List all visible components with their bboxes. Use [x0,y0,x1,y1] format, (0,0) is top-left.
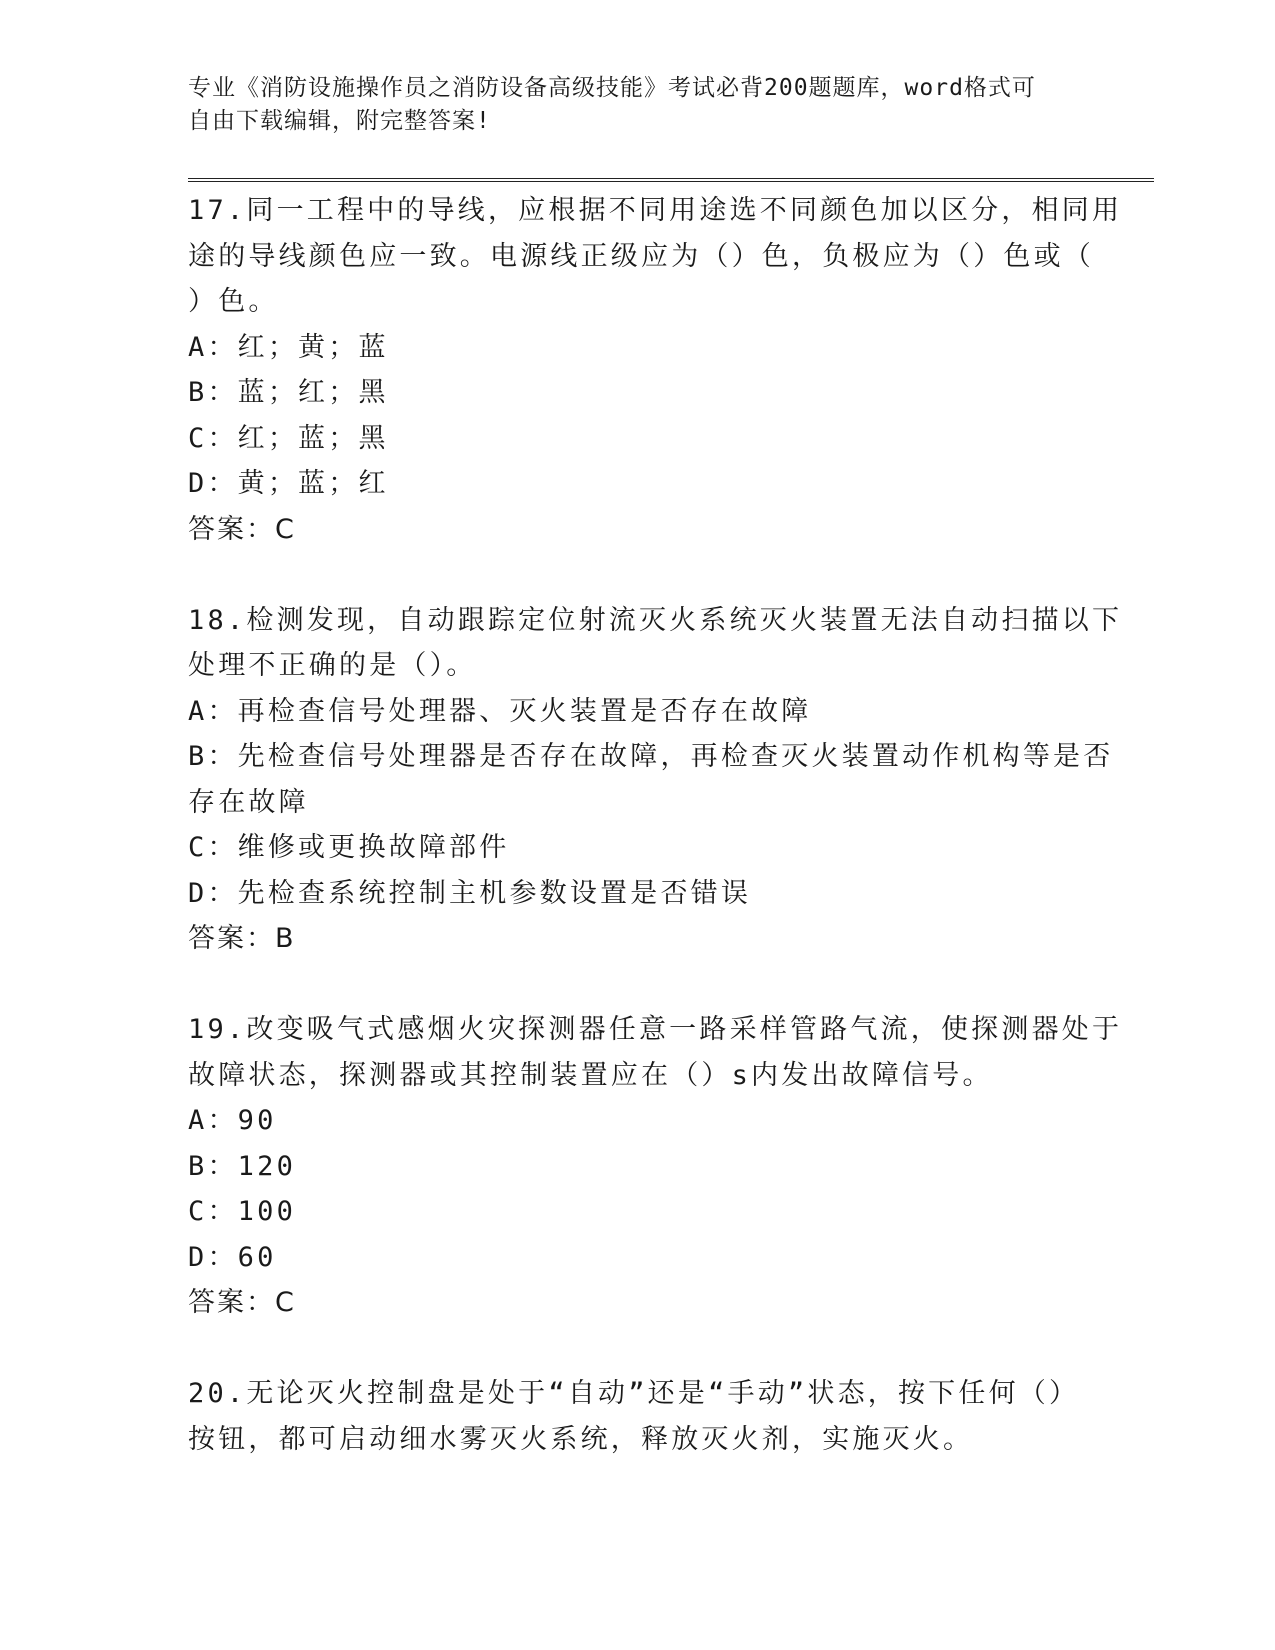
option-text-line: B：蓝；红；黑 [188,377,389,408]
header-line-2: 自由下载编辑，附完整答案! [188,108,491,134]
question-block [188,1007,1123,1326]
option-text-line: D：60 [188,1241,277,1273]
option-text-line: B：120 [188,1150,297,1182]
option-text-line: A：红；黄；蓝 [188,331,389,363]
header-line-1: 专业《消防设施操作员之消防设备高级技能》考试必背200题题库，word格式可 [188,75,1036,101]
question-list [188,188,1123,1462]
question-text-line: 按钮，都可启动细水雾灭火系统，释放灭火剂，实施灭火。 [188,1423,974,1455]
question-text-line: 故障状态，探测器或其控制装置应在（）s内发出故障信号。 [188,1059,993,1091]
option-text-line: C：100 [188,1196,297,1227]
answer-line: 答案：C [188,1287,296,1318]
option-text-line: C：维修或更换故障部件 [188,832,510,863]
question-spacer [188,1326,1068,1372]
document-header [188,72,1068,138]
question-text-line: 17.同一工程中的导线，应根据不同用途选不同颜色加以区分，相同用 [188,195,1123,226]
header-divider [188,178,1154,182]
option-text-line: C：红；蓝；黑 [188,422,389,454]
option-text-line: A：再检查信号处理器、灭火装置是否存在故障 [188,695,812,727]
option-text-line: B：先检查信号处理器是否存在故障，再检查灭火装置动作机构等是否 [188,741,1114,772]
question-block [188,1371,1080,1462]
question-text-line: 处理不正确的是（）。 [188,650,477,681]
question-text-line: 18.检测发现，自动跟踪定位射流灭火系统灭火装置无法自动扫描以下 [188,604,1123,636]
option-text-line: D：先检查系统控制主机参数设置是否错误 [188,877,752,909]
answer-line: 答案：C [188,513,296,545]
option-text-line: A：90 [188,1105,277,1136]
question-text-line: 20.无论灭火控制盘是处于“自动”还是“手动”状态，按下任何（） [188,1378,1080,1409]
question-block [188,598,1123,962]
option-text-line: 存在故障 [188,786,309,818]
question-spacer [188,552,1068,598]
answer-line: 答案：B [188,923,296,954]
question-text-line: 19.改变吸气式感烟火灾探测器任意一路采样管路气流，使探测器处于 [188,1014,1123,1045]
question-text-line: ）色。 [188,286,279,317]
question-block [188,188,1123,552]
question-text-line: 途的导线颜色应一致。电源线正级应为（）色，负极应为（）色或（ [188,240,1094,272]
question-spacer [188,962,1068,1008]
option-text-line: D：黄；蓝；红 [188,468,389,499]
